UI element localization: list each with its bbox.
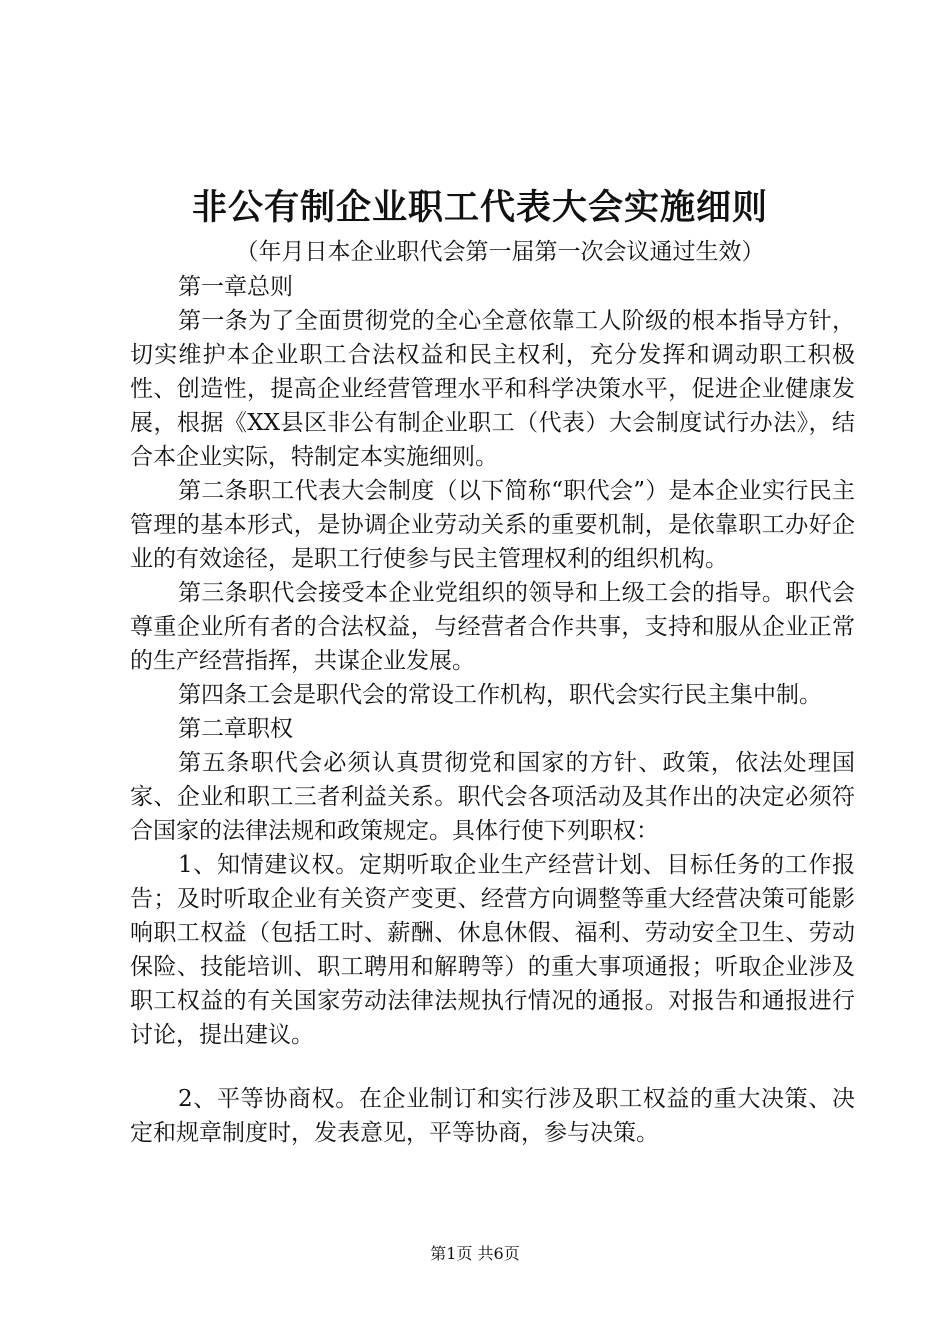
list-item-paragraph: 1、知情建议权。定期听取企业生产经营计划、目标任务的工作报告；及时听取企业有关资产变更、经营方向调整等重大经营决策可能影响职工权益（包括工时、薪酬、休息休假、福利、劳动安全卫生、劳动保险、技能培训、职工聘用和解聘等）的重大事项通报；听取企业涉及职工权益的有关国家劳动法律法规执行情况的通报。对报告和通报进行讨论，提出建议。: [130, 852, 855, 1048]
document-title: 非公有制企业职工代表大会实施细则: [191, 188, 768, 228]
article-paragraph: 第五条职代会必须认真贯彻党和国家的方针、政策，依法处理国家、企业和职工三者利益关系。职代会各项活动及其作出的决定必须符合国家的法律法规和政策规定。具体行使下列职权：: [130, 750, 855, 844]
article-paragraph: 第四条工会是职代会的常设工作机构，职代会实行民主集中制。: [178, 682, 822, 708]
article-paragraph: 第一条为了全面贯彻党的全心全意依靠工人阶级的根本指导方针，切实维护本企业职工合法权益和民主权利，充分发挥和调动职工积极性、创造性，提高企业经营管理水平和科学决策水平，促进企业健康发展，根据《XX县区非公有制企业职工（代表）大会制度试行办法》，结合本企业实际，特制定本实施细则。: [130, 308, 855, 470]
list-item-paragraph: 2、平等协商权。在企业制订和实行涉及职工权益的重大决策、决定和规章制度时，发表意见，平等协商，参与决策。: [130, 1086, 855, 1146]
document-body: [130, 270, 855, 1150]
article-paragraph: 第三条职代会接受本企业党组织的领导和上级工会的指导。职代会尊重企业所有者的合法权益，与经营者合作共事，支持和服从企业正常的生产经营指挥，共谋企业发展。: [130, 580, 855, 674]
chapter-heading: 第二章职权: [178, 716, 293, 742]
chapter-heading: 第一章总则: [178, 274, 293, 300]
page-number: 第1页 共6页: [430, 1244, 520, 1263]
article-paragraph: 第二条职工代表大会制度（以下简称“职代会”）是本企业实行民主管理的基本形式，是协调企业劳动关系的重要机制，是依靠职工办好企业的有效途径，是职工行使参与民主管理权利的组织机构。: [130, 478, 855, 572]
document-subtitle: （年月日本企业职代会第一届第一次会议通过生效）: [235, 239, 765, 265]
